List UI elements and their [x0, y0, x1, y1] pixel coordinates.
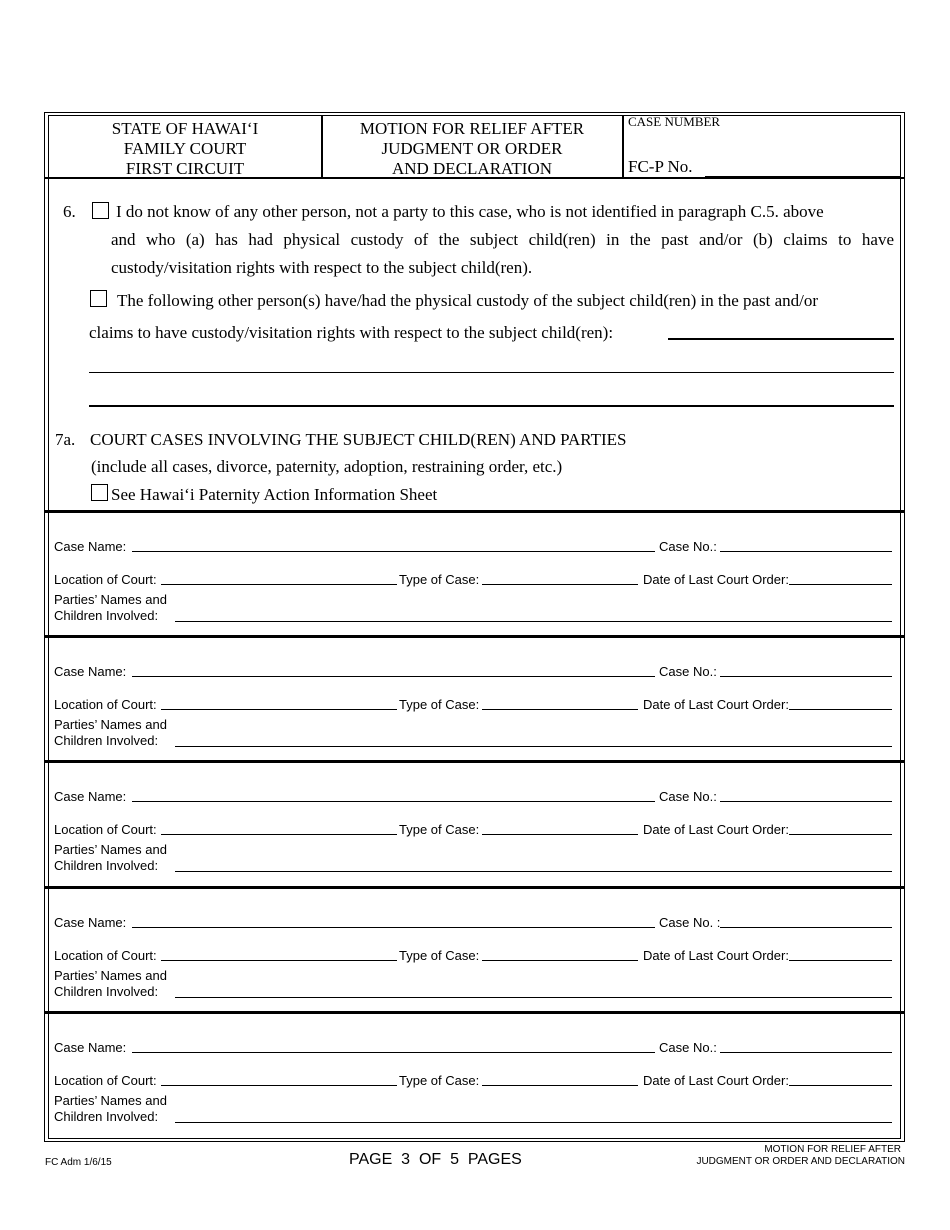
last-order-date-label: Date of Last Court Order: — [643, 948, 789, 963]
case-name-field[interactable] — [132, 1052, 655, 1053]
case-name-field[interactable] — [132, 676, 655, 677]
parties-label-line2: Children Involved: — [54, 984, 159, 999]
case-type-field[interactable] — [482, 1085, 638, 1086]
section7a-number: 7a. — [55, 430, 76, 449]
page-indicator: PAGE 3 OF 5 PAGES — [349, 1151, 522, 1168]
footer-title-line1: MOTION FOR RELIEF AFTER — [764, 1144, 901, 1155]
parties-label-line1: Parties’ Names and — [54, 842, 167, 857]
case-block-top-rule — [44, 886, 905, 889]
last-order-date-field[interactable] — [789, 709, 892, 710]
court-location-field[interactable] — [161, 709, 397, 710]
other-persons-field-1[interactable] — [668, 338, 894, 340]
parties-field[interactable] — [175, 1122, 892, 1123]
case-no-label: Case No.: — [659, 789, 717, 804]
case-block-top-rule — [44, 635, 905, 638]
parties-label-line1: Parties’ Names and — [54, 1093, 167, 1108]
court-location-field[interactable] — [161, 1085, 397, 1086]
case-type-label: Type of Case: — [399, 1073, 480, 1088]
last-order-date-field[interactable] — [789, 960, 892, 961]
section7a-subheading: (include all cases, divorce, paternity, adoption, restraining order, etc.) — [91, 457, 563, 476]
parties-field[interactable] — [175, 746, 892, 747]
case-no-label: Case No. : — [659, 915, 721, 930]
court-location-label: Location of Court: — [54, 1073, 157, 1088]
case-no-field[interactable] — [720, 801, 892, 802]
section6-number: 6. — [63, 202, 76, 221]
section7a-heading: COURT CASES INVOLVING THE SUBJECT CHILD(REN) AND PARTIES — [90, 430, 627, 449]
section6-option1-line1: I do not know of any other person, not a party to this case, who is not identified in paragraph C.5. above — [116, 202, 824, 221]
case-name-label: Case Name: — [54, 915, 127, 930]
parties-label-line1: Parties’ Names and — [54, 968, 167, 983]
case-number-field[interactable] — [705, 176, 900, 177]
court-location-field[interactable] — [161, 960, 397, 961]
case-no-field[interactable] — [720, 551, 892, 552]
section6-option1-line2: and who (a) has had physical custody of the subject child(ren) in the past and/or (b) claims to have — [111, 230, 894, 249]
other-persons-field-2[interactable] — [89, 372, 894, 373]
parties-label-line2: Children Involved: — [54, 733, 159, 748]
case-no-field[interactable] — [720, 1052, 892, 1053]
last-order-date-field[interactable] — [789, 1085, 892, 1086]
footer-title-line2: JUDGMENT OR ORDER AND DECLARATION — [696, 1156, 905, 1167]
case-name-field[interactable] — [132, 927, 655, 928]
last-order-date-label: Date of Last Court Order: — [643, 822, 789, 837]
case-type-field[interactable] — [482, 960, 638, 961]
court-line-family: FAMILY COURT — [123, 139, 247, 158]
case-type-label: Type of Case: — [399, 822, 480, 837]
section6-checkbox-2[interactable] — [90, 290, 107, 307]
last-order-date-field[interactable] — [789, 834, 892, 835]
court-line-circuit: FIRST CIRCUIT — [125, 159, 245, 178]
case-no-field[interactable] — [720, 676, 892, 677]
case-name-label: Case Name: — [54, 664, 127, 679]
case-type-label: Type of Case: — [399, 572, 480, 587]
footer-title — [640, 1144, 905, 1168]
last-order-date-label: Date of Last Court Order: — [643, 1073, 789, 1088]
section6-checkbox-1[interactable] — [92, 202, 109, 219]
case-name-label: Case Name: — [54, 789, 127, 804]
case-no-label: Case No.: — [659, 539, 717, 554]
court-location-field[interactable] — [161, 584, 397, 585]
court-location-field[interactable] — [161, 834, 397, 835]
section6-option2-line1: The following other person(s) have/had the physical custody of the subject child(ren) in the past and/or — [117, 291, 819, 310]
parties-label-line2: Children Involved: — [54, 1109, 159, 1124]
case-type-field[interactable] — [482, 709, 638, 710]
court-name — [50, 119, 320, 179]
court-location-label: Location of Court: — [54, 822, 157, 837]
paternity-info-checkbox[interactable] — [91, 484, 108, 501]
case-number-prefix: FC-P No. — [628, 157, 693, 176]
case-type-field[interactable] — [482, 834, 638, 835]
document-title — [323, 119, 621, 179]
parties-label-line2: Children Involved: — [54, 858, 159, 873]
case-type-field[interactable] — [482, 584, 638, 585]
case-type-label: Type of Case: — [399, 948, 480, 963]
paternity-info-label: See Hawai‘i Paternity Action Information Sheet — [111, 485, 438, 504]
section6-option2-line2: claims to have custody/visitation rights with respect to the subject child(ren): — [89, 323, 614, 342]
case-no-label: Case No.: — [659, 1040, 717, 1055]
case-no-label: Case No.: — [659, 664, 717, 679]
case-name-field[interactable] — [132, 551, 655, 552]
case-name-label: Case Name: — [54, 539, 127, 554]
form-id: FC Adm 1/6/15 — [45, 1157, 112, 1168]
parties-field[interactable] — [175, 621, 892, 622]
case-block-top-rule — [44, 1011, 905, 1014]
title-line-2: JUDGMENT OR ORDER — [381, 139, 563, 158]
case-block-top-rule — [44, 510, 905, 513]
court-location-label: Location of Court: — [54, 572, 157, 587]
last-order-date-label: Date of Last Court Order: — [643, 572, 789, 587]
parties-field[interactable] — [175, 997, 892, 998]
court-location-label: Location of Court: — [54, 697, 157, 712]
title-line-3: AND DECLARATION — [391, 159, 553, 178]
parties-label-line1: Parties’ Names and — [54, 717, 167, 732]
case-name-label: Case Name: — [54, 1040, 127, 1055]
case-block-top-rule — [44, 760, 905, 763]
court-line-state: STATE OF HAWAI‘I — [111, 119, 259, 138]
case-no-field[interactable] — [720, 927, 892, 928]
case-number-label: CASE NUMBER — [628, 114, 721, 129]
last-order-date-field[interactable] — [789, 584, 892, 585]
parties-label-line2: Children Involved: — [54, 608, 159, 623]
header-divider-2 — [622, 115, 624, 178]
other-persons-field-3[interactable] — [89, 405, 894, 407]
case-type-label: Type of Case: — [399, 697, 480, 712]
court-location-label: Location of Court: — [54, 948, 157, 963]
last-order-date-label: Date of Last Court Order: — [643, 697, 789, 712]
title-line-1: MOTION FOR RELIEF AFTER — [359, 119, 585, 138]
section6-option1-line3: custody/visitation rights with respect to the subject child(ren). — [111, 258, 533, 277]
parties-field[interactable] — [175, 871, 892, 872]
case-name-field[interactable] — [132, 801, 655, 802]
parties-label-line1: Parties’ Names and — [54, 592, 167, 607]
